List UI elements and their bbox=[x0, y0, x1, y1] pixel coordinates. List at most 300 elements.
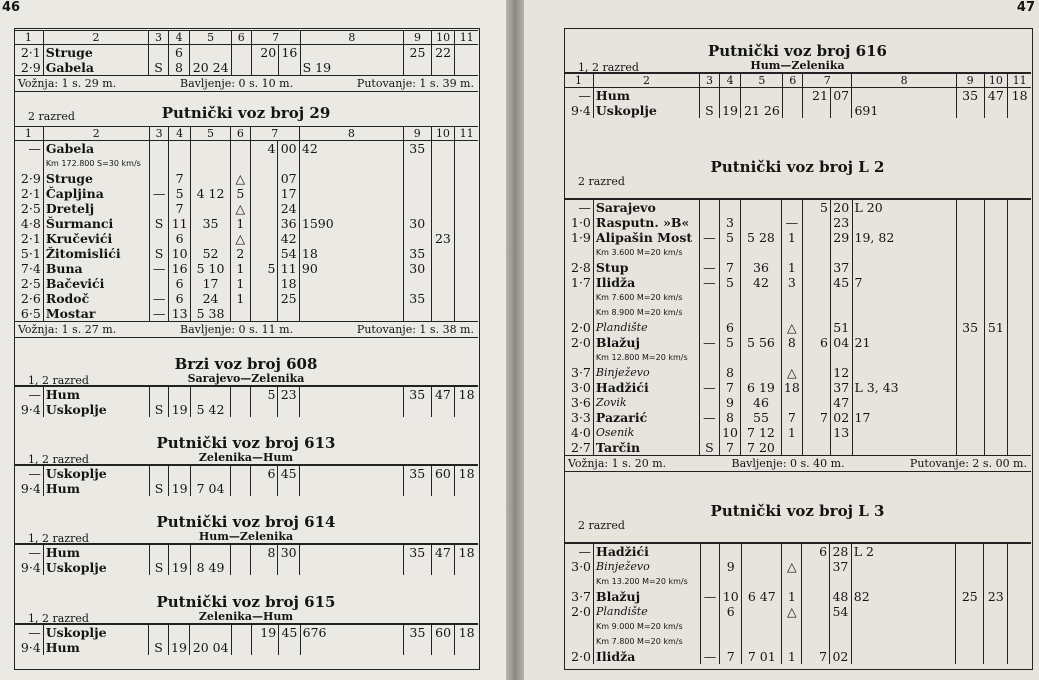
empty-cell bbox=[1008, 574, 1031, 589]
travel-summary: Bavljenje: 0 s. 10 m. bbox=[180, 77, 294, 90]
table-row bbox=[14, 481, 478, 496]
km-cell bbox=[564, 305, 593, 320]
cell-c3 bbox=[149, 201, 169, 216]
cell-c9 bbox=[956, 395, 984, 410]
cell-m: 47 bbox=[830, 395, 852, 410]
cell-c9: 35 bbox=[403, 141, 431, 157]
cell-c8 bbox=[852, 260, 956, 275]
empty-cell bbox=[851, 634, 956, 649]
cell-c8: L 3, 43 bbox=[852, 380, 956, 395]
cell-c11 bbox=[455, 216, 478, 231]
cell-c9: 35 bbox=[403, 291, 431, 306]
cell-c3: — bbox=[700, 410, 720, 425]
cell-km: 3·0 bbox=[571, 380, 591, 395]
km-note: Km 9.000 M=20 km/s bbox=[594, 619, 701, 634]
left-page bbox=[0, 0, 506, 680]
empty-cell bbox=[250, 156, 278, 171]
cell-c11 bbox=[1008, 410, 1031, 425]
station-name: Sarajevo bbox=[593, 199, 699, 215]
cell-c10 bbox=[431, 60, 455, 75]
cell-km: 2·9 bbox=[20, 60, 41, 75]
cell-c10 bbox=[984, 335, 1008, 350]
cell-c4: 5 bbox=[719, 275, 741, 290]
cell-c8: 90 bbox=[299, 261, 403, 276]
empty-cell bbox=[403, 156, 431, 171]
cell-c6 bbox=[783, 103, 803, 118]
empty-cell bbox=[851, 619, 956, 634]
km-note: Km 13.200 M=20 km/s bbox=[594, 574, 701, 589]
route-label: Hum—Zelenika bbox=[750, 59, 845, 72]
cell-km: 6·5 bbox=[20, 306, 41, 321]
cell-c11 bbox=[1008, 335, 1031, 350]
cell-c10 bbox=[431, 261, 455, 276]
empty-cell bbox=[984, 350, 1008, 365]
station-name: Stup bbox=[593, 260, 699, 275]
cell-h bbox=[250, 201, 278, 216]
cell-c6: 7 bbox=[781, 410, 803, 425]
station-name: Plandište bbox=[594, 604, 701, 619]
cell-m: 28 bbox=[830, 543, 852, 559]
table-row bbox=[14, 141, 478, 157]
empty-cell bbox=[742, 619, 782, 634]
cell-c5 bbox=[190, 465, 230, 481]
table-row bbox=[564, 365, 1031, 380]
cell-m bbox=[279, 640, 300, 655]
cell-c9 bbox=[956, 199, 984, 215]
cell-c5: 6 47 bbox=[742, 589, 782, 604]
cell-c8 bbox=[299, 481, 403, 496]
cell-c11 bbox=[455, 261, 478, 276]
travel-summary: Putovanje: 1 s. 38 m. bbox=[356, 323, 474, 336]
empty-cell bbox=[231, 156, 251, 171]
cell-m: 04 bbox=[830, 335, 852, 350]
cell-c9: 25 bbox=[404, 45, 432, 61]
km-note: Km 3.600 M=20 km/s bbox=[593, 245, 699, 260]
cell-c4 bbox=[169, 544, 191, 560]
train-616-block bbox=[564, 42, 1031, 118]
cell-km: 9·4 bbox=[20, 481, 41, 496]
cell-h bbox=[803, 440, 831, 455]
cell-c11 bbox=[1008, 260, 1031, 275]
cell-h bbox=[802, 604, 830, 619]
table-row bbox=[564, 103, 1031, 118]
table-row bbox=[14, 640, 478, 655]
cell-c3: S bbox=[149, 216, 169, 231]
empty-cell bbox=[803, 305, 831, 320]
cell-c4: 7 bbox=[719, 380, 741, 395]
cell-c4: 5 bbox=[719, 335, 741, 350]
cell-m: 36 bbox=[278, 216, 300, 231]
cell-c3: S bbox=[149, 60, 168, 75]
station-name: Uskoplje bbox=[43, 624, 149, 640]
cell-c6: 1 bbox=[781, 425, 803, 440]
cell-c8 bbox=[852, 440, 956, 455]
cell-c11: 18 bbox=[455, 544, 478, 560]
empty-cell bbox=[431, 156, 455, 171]
train-title: Putnički voz broj L 2 bbox=[710, 158, 885, 176]
cell-m bbox=[830, 440, 852, 455]
empty-cell bbox=[781, 350, 803, 365]
station-name: Žitomislići bbox=[43, 246, 149, 261]
empty-cell bbox=[719, 290, 741, 305]
cell-m: 54 bbox=[278, 246, 300, 261]
cell-c4: 5 bbox=[169, 186, 191, 201]
cell-h bbox=[803, 215, 831, 230]
cell-h: 4 bbox=[250, 141, 278, 157]
cell-m: 37 bbox=[830, 559, 852, 574]
empty-cell bbox=[830, 305, 852, 320]
column-header: 9 bbox=[956, 73, 984, 88]
cell-h bbox=[251, 640, 279, 655]
table-row bbox=[564, 543, 1031, 559]
cell-c8: L 2 bbox=[851, 543, 956, 559]
cell-c6: 1 bbox=[781, 230, 803, 245]
cell-c6 bbox=[781, 440, 803, 455]
cell-h bbox=[803, 380, 831, 395]
empty-cell bbox=[1008, 305, 1031, 320]
cell-h bbox=[803, 103, 831, 118]
cell-h bbox=[803, 230, 831, 245]
empty-cell bbox=[802, 574, 830, 589]
empty-cell bbox=[720, 634, 742, 649]
cell-c5: 7 04 bbox=[190, 481, 230, 496]
train-title: Putnički voz broj 29 bbox=[161, 104, 331, 122]
cell-c3 bbox=[149, 171, 169, 186]
cell-m: 07 bbox=[278, 171, 300, 186]
cell-c4: 19 bbox=[169, 402, 191, 417]
cell-c6: △ bbox=[231, 201, 251, 216]
cell-c6 bbox=[231, 465, 251, 481]
cell-c5: 52 bbox=[190, 246, 230, 261]
cell-c5 bbox=[190, 231, 230, 246]
cell-c6: 1 bbox=[231, 276, 251, 291]
cell-c4: 19 bbox=[169, 481, 191, 496]
cell-c10: 60 bbox=[431, 624, 455, 640]
cell-c8 bbox=[852, 215, 956, 230]
cell-c4: 19 bbox=[169, 560, 191, 575]
cell-c8: 7 bbox=[852, 275, 956, 290]
cell-c4: 19 bbox=[168, 640, 190, 655]
cell-c8 bbox=[852, 88, 956, 104]
train-title: Putnički voz broj 615 bbox=[156, 593, 336, 611]
travel-summary: Bavljenje: 0 s. 40 m. bbox=[731, 457, 845, 470]
empty-cell bbox=[984, 290, 1008, 305]
cell-c3: S bbox=[700, 440, 720, 455]
cell-c10 bbox=[431, 481, 455, 496]
class-label: 1, 2 razred bbox=[28, 612, 89, 625]
cell-c11 bbox=[455, 306, 478, 321]
cell-c5 bbox=[741, 88, 783, 104]
cell-c9 bbox=[403, 402, 431, 417]
table-row bbox=[564, 290, 1031, 305]
cell-c10 bbox=[984, 365, 1008, 380]
cell-c10: 47 bbox=[984, 88, 1008, 104]
cell-c3 bbox=[149, 276, 169, 291]
station-name: Rodoč bbox=[43, 291, 149, 306]
column-header: 7 bbox=[803, 73, 852, 88]
cell-c3 bbox=[149, 465, 169, 481]
km-cell bbox=[564, 619, 594, 634]
empty-cell bbox=[149, 156, 169, 171]
table-row bbox=[564, 350, 1031, 365]
empty-cell bbox=[803, 350, 831, 365]
empty-cell bbox=[802, 619, 830, 634]
table-row bbox=[564, 88, 1031, 104]
cell-c8 bbox=[299, 276, 403, 291]
cell-c9 bbox=[956, 335, 984, 350]
cell-c11 bbox=[1008, 649, 1031, 664]
cell-c8 bbox=[851, 559, 956, 574]
table-row bbox=[14, 186, 478, 201]
page-number: 46 bbox=[2, 0, 21, 15]
table-row bbox=[564, 425, 1031, 440]
cell-c5: 20 24 bbox=[190, 60, 232, 75]
cell-h bbox=[250, 291, 278, 306]
column-header: 10 bbox=[431, 127, 455, 141]
cell-h bbox=[250, 306, 278, 321]
cell-km: 9·4 bbox=[571, 103, 591, 118]
table-row bbox=[564, 649, 1031, 664]
empty-cell bbox=[956, 619, 984, 634]
cell-c4: 10 bbox=[720, 589, 742, 604]
table-row bbox=[564, 440, 1031, 455]
cell-c6 bbox=[782, 543, 802, 559]
class-label: 2 razred bbox=[578, 519, 625, 532]
cell-c4 bbox=[719, 88, 741, 104]
cell-c8: 676 bbox=[300, 624, 404, 640]
cell-km: 2·0 bbox=[571, 604, 592, 619]
cell-c8 bbox=[299, 186, 403, 201]
cell-c8 bbox=[852, 320, 956, 335]
cell-m: 37 bbox=[830, 260, 852, 275]
cell-c5: 7 20 bbox=[741, 440, 781, 455]
cell-c5 bbox=[742, 604, 782, 619]
cell-c6: 5 bbox=[231, 186, 251, 201]
cell-c4 bbox=[169, 386, 191, 402]
station-name: Plandište bbox=[593, 320, 699, 335]
cell-c8 bbox=[299, 465, 403, 481]
book-gutter bbox=[506, 0, 524, 680]
cell-h: 8 bbox=[250, 544, 278, 560]
cell-c5: 4 12 bbox=[190, 186, 230, 201]
cell-c8 bbox=[299, 201, 403, 216]
station-name: Uskoplje bbox=[43, 465, 149, 481]
train-608-block bbox=[14, 355, 478, 417]
cell-c5 bbox=[190, 171, 230, 186]
cell-c6 bbox=[781, 395, 803, 410]
cell-c3 bbox=[149, 141, 169, 157]
cell-km: 2·9 bbox=[20, 171, 41, 186]
cell-km: 2·8 bbox=[571, 260, 591, 275]
train-L2-block bbox=[564, 158, 1031, 472]
cell-c6: 18 bbox=[781, 380, 803, 395]
column-header: 4 bbox=[168, 31, 190, 45]
cell-c5: 5 42 bbox=[190, 402, 230, 417]
empty-cell bbox=[455, 156, 478, 171]
cell-c6: — bbox=[781, 215, 803, 230]
km-note: Km 7.600 M=20 km/s bbox=[593, 290, 699, 305]
station-name: Binježevo bbox=[593, 365, 699, 380]
cell-m: 00 bbox=[278, 141, 300, 157]
cell-c10 bbox=[984, 604, 1008, 619]
cell-h: 5 bbox=[250, 261, 278, 276]
km-cell bbox=[564, 350, 593, 365]
cell-h bbox=[250, 402, 278, 417]
empty-cell bbox=[700, 245, 720, 260]
station-name: Uskoplje bbox=[593, 103, 699, 118]
cell-c10: 23 bbox=[984, 589, 1008, 604]
km-cell bbox=[14, 156, 43, 171]
train-title: Putnički voz broj 614 bbox=[156, 513, 336, 531]
empty-cell bbox=[700, 350, 720, 365]
table-row bbox=[564, 199, 1031, 215]
cell-c6: △ bbox=[781, 320, 803, 335]
cell-c9 bbox=[956, 260, 984, 275]
cell-km: 2·0 bbox=[571, 320, 591, 335]
cell-c10 bbox=[431, 291, 455, 306]
cell-c8 bbox=[851, 604, 956, 619]
cell-c5: 17 bbox=[190, 276, 230, 291]
empty-cell bbox=[719, 350, 741, 365]
column-header: 11 bbox=[1008, 73, 1031, 88]
station-name: Rasputn. »B« bbox=[593, 215, 699, 230]
station-name: Šurmanci bbox=[43, 216, 149, 231]
cell-m: 30 bbox=[278, 544, 300, 560]
class-label: 2 razred bbox=[578, 175, 625, 188]
train-title: Putnički voz broj L 3 bbox=[710, 502, 885, 520]
travel-summary: Vožnja: 1 s. 29 m. bbox=[18, 77, 117, 90]
cell-c4: 10 bbox=[169, 246, 191, 261]
table-row bbox=[564, 260, 1031, 275]
table-row bbox=[564, 410, 1031, 425]
empty-cell bbox=[781, 305, 803, 320]
cell-c9 bbox=[403, 481, 431, 496]
empty-cell bbox=[719, 245, 741, 260]
cell-c6: 1 bbox=[782, 649, 802, 664]
cell-km: — bbox=[578, 88, 591, 103]
cell-c10 bbox=[431, 306, 455, 321]
empty-cell bbox=[700, 574, 720, 589]
station-name: Alipašin Most bbox=[593, 230, 699, 245]
cell-c8 bbox=[852, 365, 956, 380]
cell-h bbox=[250, 171, 278, 186]
cell-c3 bbox=[700, 425, 720, 440]
cell-c3 bbox=[149, 231, 169, 246]
cell-m: 45 bbox=[279, 624, 300, 640]
column-header: 5 bbox=[190, 31, 232, 45]
cell-c5: 36 bbox=[741, 260, 781, 275]
cell-m: 17 bbox=[278, 186, 300, 201]
cell-c10 bbox=[984, 425, 1008, 440]
cell-km: 9·4 bbox=[20, 402, 41, 417]
cell-m: 45 bbox=[830, 275, 852, 290]
cell-h: 7 bbox=[802, 649, 830, 664]
cell-km: 9·4 bbox=[20, 640, 41, 655]
cell-km: 1·9 bbox=[571, 230, 591, 245]
cell-c3: — bbox=[700, 230, 720, 245]
table-row bbox=[564, 574, 1031, 589]
cell-c3: S bbox=[149, 640, 168, 655]
column-header-row bbox=[14, 127, 478, 141]
cell-m: 51 bbox=[830, 320, 852, 335]
cell-c9 bbox=[956, 365, 984, 380]
table-row bbox=[564, 335, 1031, 350]
empty-cell bbox=[830, 245, 852, 260]
cell-c3: — bbox=[700, 260, 720, 275]
cell-km: 2·5 bbox=[20, 276, 41, 291]
empty-cell bbox=[984, 245, 1008, 260]
route-label: Sarajevo—Zelenika bbox=[187, 372, 305, 385]
table-row bbox=[564, 634, 1031, 649]
cell-c6: △ bbox=[782, 559, 802, 574]
cell-c8 bbox=[851, 649, 956, 664]
empty-cell bbox=[1008, 350, 1031, 365]
empty-cell bbox=[719, 305, 741, 320]
column-header: 9 bbox=[403, 127, 431, 141]
table-row bbox=[14, 60, 478, 75]
cell-km: 3·0 bbox=[571, 559, 592, 574]
cell-c8 bbox=[852, 425, 956, 440]
cell-c10 bbox=[984, 410, 1008, 425]
cell-km: 3·7 bbox=[571, 365, 591, 380]
cell-c9 bbox=[956, 440, 984, 455]
cell-c6 bbox=[783, 88, 803, 104]
empty-cell bbox=[1008, 245, 1031, 260]
cell-c11 bbox=[1008, 275, 1031, 290]
cell-c11 bbox=[1008, 365, 1031, 380]
cell-c9: 25 bbox=[956, 589, 984, 604]
cell-c9 bbox=[956, 380, 984, 395]
cell-c11 bbox=[455, 640, 478, 655]
km-cell bbox=[564, 634, 594, 649]
cell-c8 bbox=[299, 402, 403, 417]
cell-h bbox=[250, 481, 278, 496]
cell-h: 21 bbox=[803, 88, 831, 104]
cell-c10 bbox=[984, 275, 1008, 290]
empty-cell bbox=[956, 574, 984, 589]
cell-h bbox=[803, 260, 831, 275]
cell-c3: S bbox=[149, 246, 169, 261]
cell-c4 bbox=[719, 199, 741, 215]
cell-c6: △ bbox=[231, 171, 251, 186]
cell-c3: — bbox=[700, 335, 720, 350]
cell-c8 bbox=[299, 544, 403, 560]
cell-c11: 18 bbox=[455, 624, 478, 640]
cell-c8 bbox=[299, 386, 403, 402]
cell-c6 bbox=[231, 544, 251, 560]
route-label: Hum—Zelenika bbox=[198, 530, 294, 543]
km-note: Km 12.800 M=20 km/s bbox=[593, 350, 699, 365]
train-title: Brzi voz broj 608 bbox=[174, 355, 318, 373]
cell-c3 bbox=[700, 559, 720, 574]
cell-c10 bbox=[431, 246, 455, 261]
cell-c10 bbox=[431, 201, 455, 216]
cell-h: 6 bbox=[803, 335, 831, 350]
station-name: Blažuj bbox=[593, 335, 699, 350]
cell-c8: 691 bbox=[852, 103, 956, 118]
cell-c9: 35 bbox=[403, 246, 431, 261]
cell-c5 bbox=[190, 45, 232, 61]
cell-c4: 7 bbox=[719, 260, 741, 275]
cell-c11 bbox=[1008, 543, 1031, 559]
cell-m: 29 bbox=[830, 230, 852, 245]
cell-c8: 18 bbox=[299, 246, 403, 261]
cell-c4: 9 bbox=[720, 559, 742, 574]
cell-h bbox=[250, 276, 278, 291]
cell-c10 bbox=[984, 260, 1008, 275]
cell-c8 bbox=[299, 171, 403, 186]
table-row bbox=[564, 604, 1031, 619]
